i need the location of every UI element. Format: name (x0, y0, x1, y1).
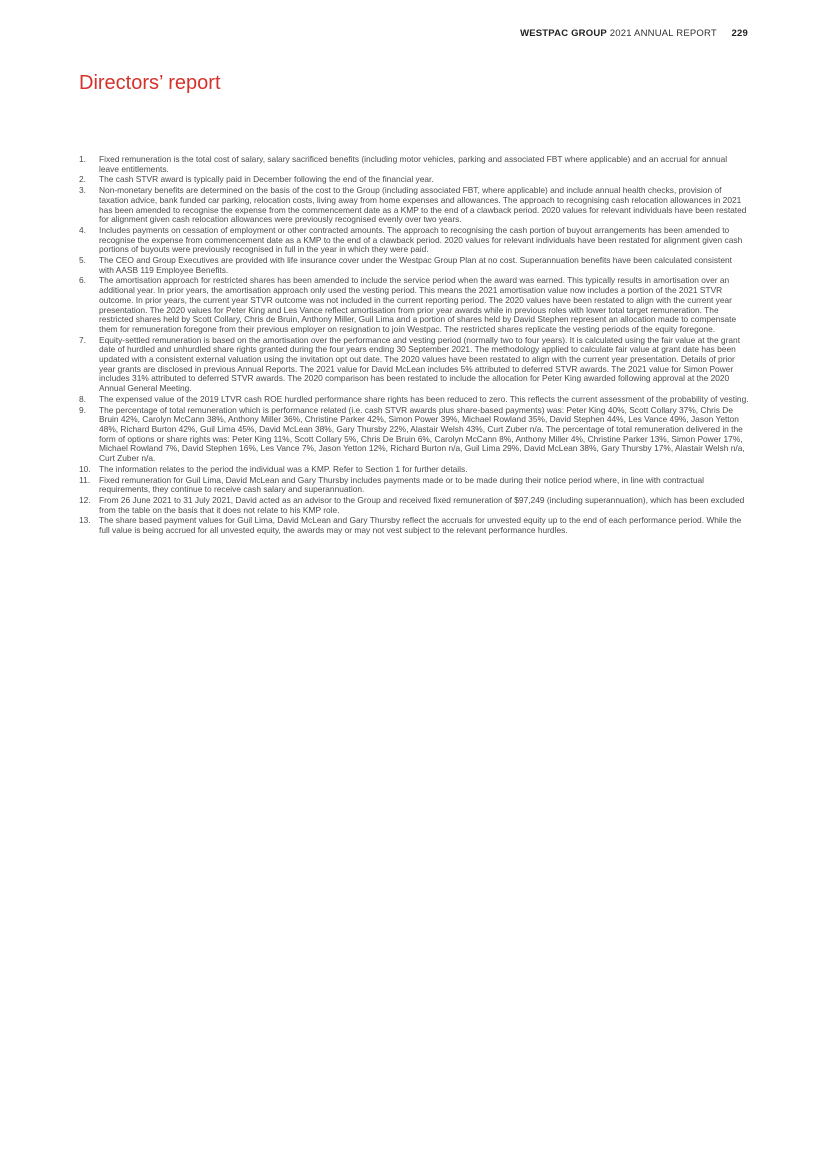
page-number: 229 (731, 28, 748, 39)
footnote-number: 6. (79, 275, 86, 286)
footnote-number: 2. (79, 174, 86, 185)
header-brand: WESTPAC GROUP (520, 28, 607, 39)
footnote-number: 1. (79, 154, 86, 164)
footnote-1 (79, 155, 749, 174)
footnote-number: 11. (79, 474, 91, 485)
footnote-text: The expensed value of the 2019 LTVR cash ROE hurdled performance share rights has been reduced to zero. This reflects the current assessment of the probability of vesting. (99, 393, 749, 404)
footnote-text: Fixed remuneration for Guil Lima, David McLean and Gary Thursby includes payments made or to be made during their notice period where, in line with contractual requirements, they continue to receive cash salary and superannuation. (99, 474, 705, 495)
footnote-13 (79, 516, 749, 535)
footnote-number: 9. (79, 404, 86, 415)
footnote-number: 10. (79, 463, 91, 474)
footnote-4 (79, 226, 749, 255)
footnote-text: Fixed remuneration is the total cost of salary, salary sacrificed benefits (including motor vehicles, parking and associated FBT where applicable) and an accrual for annual leave entitlements. (99, 154, 728, 174)
footnote-text: The amortisation approach for restricted shares has been amended to include the service period when the award was earned. This typically results in amortisation over an additional year. In prior years, the amortisation approach only used the vesting period. This means the 2021 amortisation value now includes a portion of the 2021 STVR outcome. In prior years, the current year STVR outcome was not included in the current reporting period. The 2020 values have been restated to align with the current year presentation. The 2020 values for Peter King and Les Vance reflect amortisation from prior year awards while in previous roles with lower total target remuneration. The restricted shares held by Scott Collary, Chris de Bruin, Anthony Miller, Guil Lima and a portion of shares held by David Stephen represent an allocation made to compensate them for remuneration foregone from their previous employer on resignation to join Westpac. The restricted shares replicate the vesting periods of the equity foregone. (99, 275, 737, 334)
footnote-text: Includes payments on cessation of employment or other contracted amounts. The approach to recognising the cash portion of buyout arrangements has been amended to recognise the expense from commencement date as a KMP to the end of a clawback period. 2020 values for relevant individuals have been restated for alignment given cash portions of buyouts were previously recognised in full in the year in which they were paid. (99, 224, 743, 255)
footnote-number: 12. (79, 494, 91, 505)
footnote-number: 13. (79, 515, 91, 526)
footnote-number: 4. (79, 224, 86, 235)
footnote-text: The share based payment values for Guil Lima, David McLean and Gary Thursby reflect the accruals for unvested equity up to the end of each performance period. While the full value is being accrued for all unvested equity, the awards may or may not vest subject to the relevant performance hurdles. (99, 515, 742, 536)
footnote-number: 3. (79, 185, 86, 196)
footnote-text: Non-monetary benefits are determined on the basis of the cost to the Group (including associated FBT, where applicable) and include annual health checks, provision of taxation advice, bank funded car parking, relocation costs, living away from home expenses and allowances. The approach to recognising cash relocation allowances in 2021 has been amended to recognise the expense from the commencement date as a KMP to the end of a clawback period. 2020 values for relevant individuals have been restated for alignment given cash relocation allowances were previously recognised evenly over two years. (99, 185, 747, 225)
footnote-text: Equity-settled remuneration is based on the amortisation over the performance and vesting period (normally two to four years). It is calculated using the fair value at the grant date of hurdled and unhurdled share rights granted during the four years ending 30 September 2021. The methodology applied to calculate fair value at grant date has been updated with a consistent external valuation using the invitation opt out date. The 2020 values have been restated to align with the current year presentation. Details of prior year grants are disclosed in previous Annual Reports. The 2021 value for David McLean includes 5% attributed to deferred STVR awards. The 2021 value for Simon Power includes 31% attributed to deferred STVR awards. The 2020 comparison has been restated to include the allocation for Peter King awarded following approval at the 2020 Annual General Meeting. (99, 334, 741, 394)
footnote-number: 5. (79, 255, 86, 266)
footnote-9 (79, 406, 749, 464)
footnote-10 (79, 465, 749, 475)
footnote-5 (79, 256, 749, 275)
footnote-text: The percentage of total remuneration which is performance related (i.e. cash STVR awards plus share-based payments) was: Peter King 40%, Scott Collary 37%, Chris De Bruin 42%, Carolyn McCann 38%, Anthony Miller 36%, Christine Parker 42%, Simon Power 39%, Michael Rowland 35%, David Stephen 44%, Les Vance 49%, Jason Yetton 48%, Richard Burton 42%, Guil Lima 45%, David McLean 38%, Gary Thursby 22%, Alastair Welsh 43%, Curt Zuber n/a. The percentage of total remuneration delivered in the form of options or share rights was: Peter King 11%, Scott Collary 5%, Chris De Bruin 6%, Carolyn McCann 8%, Anthony Miller 4%, Christine Parker 13%, Simon Power 17%, Michael Rowland 7%, David Stephen 16%, Les Vance 7%, Jason Yetton 12%, Richard Burton n/a, Guil Lima 29%, David McLean 38%, Gary Thursby 17%, Alastair Welsh n/a, Curt Zuber n/a. (99, 404, 745, 464)
footnote-3 (79, 186, 749, 225)
footnote-number: 7. (79, 334, 86, 345)
running-header (520, 28, 748, 39)
footnote-text: From 26 June 2021 to 31 July 2021, David acted as an advisor to the Group and received fixed remuneration of $97,249 (including superannuation), which has been excluded from the table on the basis that it does not relate to his KMP role. (99, 494, 745, 515)
footnote-11 (79, 476, 749, 495)
footnotes-list (79, 155, 749, 537)
footnote-2 (79, 175, 749, 185)
footnote-7 (79, 336, 749, 394)
footnote-12 (79, 496, 749, 515)
footnote-8 (79, 395, 749, 405)
footnote-text: The information relates to the period the individual was a KMP. Refer to Section 1 for further details. (99, 463, 468, 474)
footnote-number: 8. (79, 393, 86, 404)
footnote-6 (79, 276, 749, 334)
footnote-text: The CEO and Group Executives are provided with life insurance cover under the Westpac Group Plan at no cost. Superannuation benefits have been calculated consistent with AASB 119 Employee Benefits. (99, 255, 732, 275)
page-title: Directors’ report (79, 72, 221, 94)
footnote-text: The cash STVR award is typically paid in December following the end of the financial year. (99, 174, 434, 185)
header-report-name: 2021 ANNUAL REPORT (609, 28, 717, 39)
